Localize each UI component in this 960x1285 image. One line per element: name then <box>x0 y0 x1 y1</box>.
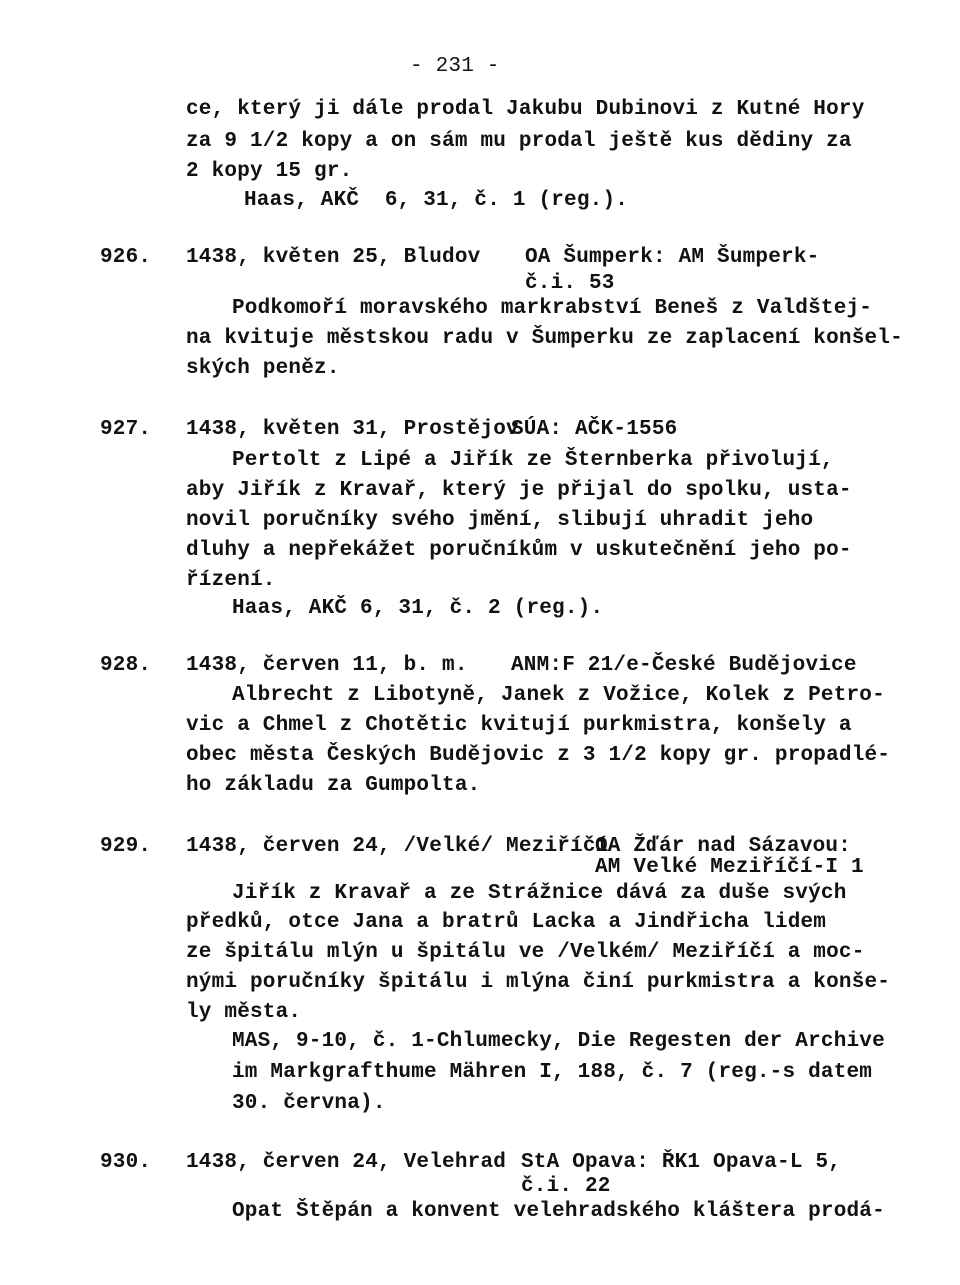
entry-header: 1438, červen 24, Velehrad <box>186 1151 507 1174</box>
entry-header: 1438, červen 11, b. m. <box>186 654 468 677</box>
intro-line: ce, který ji dále prodal Jakubu Dubinovi z Kutné Hory <box>186 98 865 121</box>
entry-header: 1438, květen 25, Bludov <box>186 246 481 269</box>
entry-text: Pertolt z Lipé a Jiřík ze Šternberka přivolují, <box>232 449 834 472</box>
entry-text: Jiřík z Kravař a ze Strážnice dává za duše svých <box>232 882 847 905</box>
entry-citation: im Markgrafthume Mähren I, 188, č. 7 (reg.-s datem <box>232 1061 873 1084</box>
entry-text: Podkomoří moravského markrabství Beneš z Valdštej- <box>232 297 873 320</box>
intro-line: 2 kopy 15 gr. <box>186 160 353 183</box>
entry-citation: Haas, AKČ 6, 31, č. 2 (reg.). <box>232 597 604 620</box>
entry-header: 1438, červen 24, /Velké/ Meziříčí <box>186 835 609 858</box>
entry-source: ANM:F 21/e-České Budějovice <box>511 654 857 677</box>
entry-text: dluhy a nepřekážet poručníkům v uskutečnění jeho po- <box>186 539 852 562</box>
entry-header: 1438, květen 31, Prostějov <box>186 418 519 441</box>
entry-source: AM Velké Meziříčí-I 1 <box>595 856 864 879</box>
entry-text: novil poručníky svého jmění, slibují uhradit jeho <box>186 509 814 532</box>
entry-text: předků, otce Jana a bratrů Lacka a Jindřicha lidem <box>186 911 827 934</box>
entry-number: 926. <box>100 246 152 269</box>
entry-text: na kvituje městskou radu v Šumperku ze zaplacení konšel- <box>186 327 903 350</box>
entry-text: ho základu za Gumpolta. <box>186 774 481 797</box>
entry-citation: MAS, 9-10, č. 1-Chlumecky, Die Regesten der Archive <box>232 1030 885 1053</box>
entry-text: Opat Štěpán a konvent velehradského kláštera prodá- <box>232 1200 885 1223</box>
entry-text: řízení. <box>186 569 276 592</box>
entry-source: č.i. 22 <box>521 1175 611 1198</box>
entry-number: 927. <box>100 418 152 441</box>
entry-text: aby Jiřík z Kravař, který je přijal do spolku, usta- <box>186 479 852 502</box>
entry-source: OA Žďár nad Sázavou: <box>595 835 852 858</box>
entry-text: nými poručníky špitálu i mlýna činí purkmistra a konše- <box>186 971 891 994</box>
entry-source: č.i. 53 <box>525 272 615 295</box>
entry-text: ských peněz. <box>186 357 340 380</box>
entry-text: ze špitálu mlýn u špitálu ve /Velkém/ Meziříčí a moc- <box>186 941 865 964</box>
entry-number: 929. <box>100 835 152 858</box>
entry-source: OA Šumperk: AM Šumperk- <box>525 246 820 269</box>
entry-number: 928. <box>100 654 152 677</box>
page-number: - 231 - <box>410 55 500 78</box>
entry-text: vic a Chmel z Chotětic kvitují purkmistra, konšely a <box>186 714 852 737</box>
entry-number: 930. <box>100 1151 152 1174</box>
intro-citation: Haas, AKČ 6, 31, č. 1 (reg.). <box>244 189 629 212</box>
entry-citation: 30. června). <box>232 1092 386 1115</box>
entry-text: ly města. <box>186 1001 302 1024</box>
entry-text: obec města Českých Budějovic z 3 1/2 kopy gr. propadlé- <box>186 744 891 767</box>
entry-source: StA Opava: ŘK1 Opava-L 5, <box>521 1151 842 1174</box>
entry-text: Albrecht z Libotyně, Janek z Vožice, Kolek z Petro- <box>232 684 885 707</box>
intro-line: za 9 1/2 kopy a on sám mu prodal ještě kus dědiny za <box>186 130 852 153</box>
entry-source: SÚA: AČK-1556 <box>511 418 678 441</box>
